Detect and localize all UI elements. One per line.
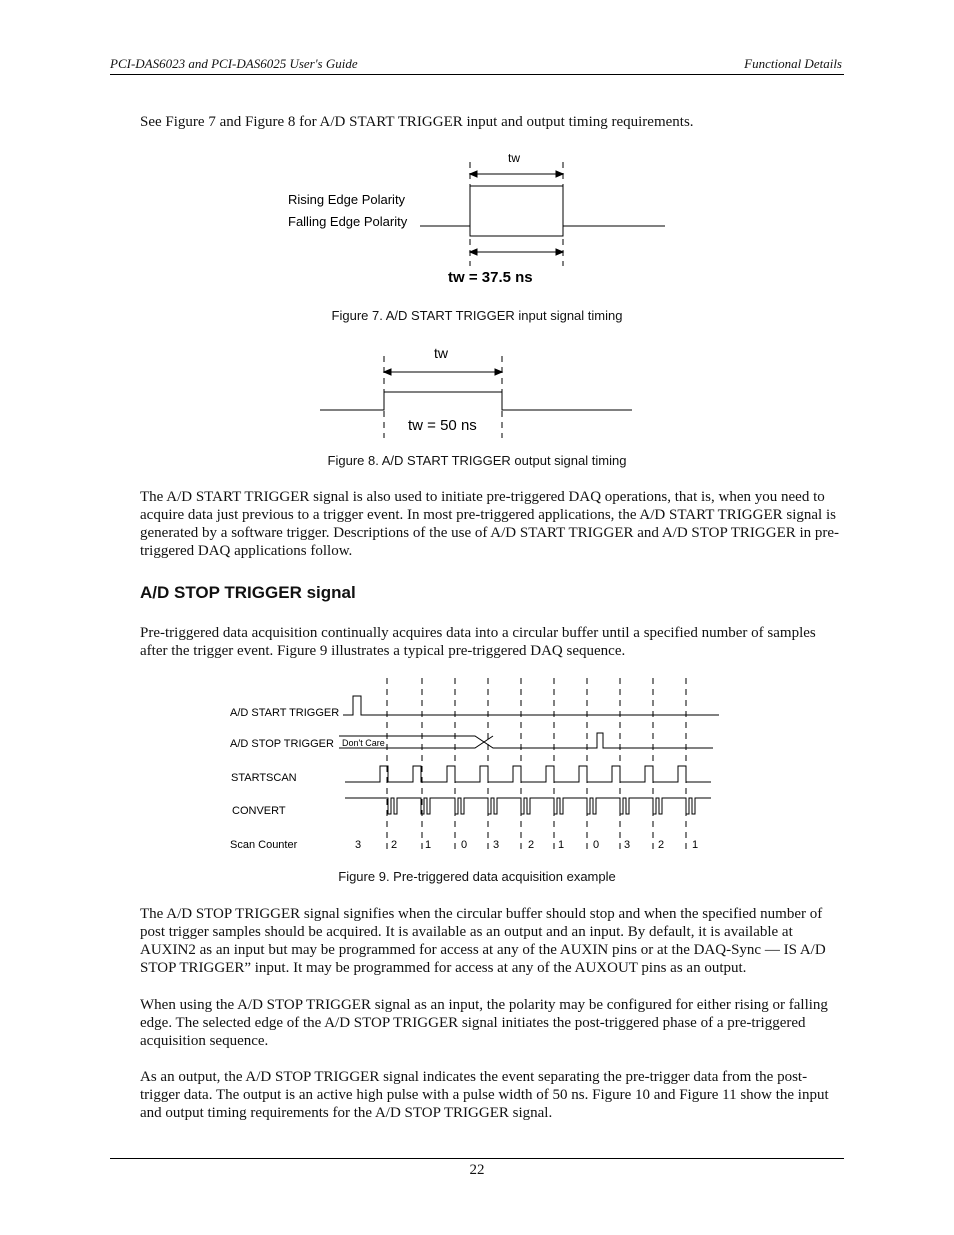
header-doc-title: PCI-DAS6023 and PCI-DAS6025 User's Guide	[110, 56, 358, 71]
fig9-counter-value: 0	[593, 839, 600, 851]
figure-8-diagram	[310, 340, 650, 440]
fig9-counter-value: 3	[624, 839, 631, 851]
fig9-counter-value: 1	[558, 839, 565, 851]
fig9-dont-care: Don't Care	[342, 738, 385, 748]
fig9-label-convert: CONVERT	[232, 805, 286, 817]
page-header	[110, 56, 844, 75]
fig9-label-stop-trigger: A/D STOP TRIGGER	[230, 738, 334, 750]
paragraph-pretriggered-acquisition: Pre-triggered data acquisition continually acquires data into a circular buffer until a specified number of samples after the trigger event. Figure 9 illustrates a typical pre-triggered DAQ sequence.	[140, 625, 816, 659]
fig9-convert-wave	[345, 798, 711, 814]
fig9-counter-value: 2	[391, 839, 398, 851]
fig7-formula: tw = 37.5 ns	[448, 269, 533, 286]
fig9-label-start-trigger: A/D START TRIGGER	[230, 707, 340, 719]
section-heading: A/D STOP TRIGGER signal	[140, 583, 356, 602]
figure-9-caption: Figure 9. Pre-triggered data acquisition example	[338, 869, 616, 884]
fig9-counter-value: 2	[658, 839, 665, 851]
fig8-formula: tw = 50 ns	[408, 417, 477, 434]
fig7-rising-label: Rising Edge Polarity	[288, 192, 406, 207]
fig9-counter-value: 0	[461, 839, 468, 851]
fig8-tw-label: tw	[434, 345, 448, 361]
fig8-wave	[320, 392, 632, 410]
page-number: 22	[469, 1162, 485, 1178]
fig7-falling-wave	[470, 226, 563, 236]
header-section-title: Functional Details	[744, 56, 842, 71]
fig9-counter-value: 3	[355, 839, 362, 851]
figure-8-caption: Figure 8. A/D START TRIGGER output signal timing	[327, 453, 627, 468]
fig9-counter-value: 3	[493, 839, 500, 851]
footer-rule	[110, 1158, 844, 1159]
paragraph-stop-trigger-description: The A/D STOP TRIGGER signal signifies when the circular buffer should stop and when the specified number of post trigger samples should be acquired. It is available as an output and an input. By default, it is available at AUXIN2 as an input but may be programmed for access at any of the AUXIN pins or at the DAQ-Sync — IS A/D STOP TRIGGER” input. It may be programmed for access at any of the AUXOUT pins as an output.	[140, 906, 826, 976]
figure-7-diagram	[280, 148, 680, 290]
paragraph-stop-trigger-output: As an output, the A/D STOP TRIGGER signal indicates the event separating the pre-trigger data from the post-trigger data. The output is an active high pulse with a pulse width of 50 ns. Figure 10 and Figure 11 show the input and output timing requirements for the A/D STOP TRIGGER signal.	[140, 1069, 829, 1121]
paragraph-stop-trigger-input: When using the A/D STOP TRIGGER signal as an input, the polarity may be configured for either rising or falling edge. The selected edge of the A/D STOP TRIGGER signal initiates the post-triggered phase of a pre-triggered acquisition sequence.	[140, 997, 828, 1049]
fig7-tw-label: tw	[508, 151, 520, 165]
figure-7-caption: Figure 7. A/D START TRIGGER input signal timing	[331, 308, 623, 323]
fig9-counter-value: 2	[528, 839, 535, 851]
fig9-startscan-wave	[345, 766, 711, 782]
fig9-label-scan-counter: Scan Counter	[230, 839, 298, 851]
paragraph-pretrigger-intro: The A/D START TRIGGER signal is also used to initiate pre-triggered DAQ operations, that is, when you need to acquire data just previous to a trigger event. In most pre-triggered applications, the A/D START TRIGGER signal is generated by a software trigger. Descriptions of the use of A/D START TRIGGER and A/D STOP TRIGGER in pre-triggered DAQ applications follow.	[140, 489, 840, 559]
figure-9-diagram	[225, 674, 725, 860]
fig9-start-trigger-wave	[343, 696, 719, 715]
fig7-falling-label: Falling Edge Polarity	[288, 214, 408, 229]
intro-paragraph: See Figure 7 and Figure 8 for A/D START TRIGGER input and output timing requirements.	[140, 114, 694, 130]
fig9-counter-value: 1	[692, 839, 699, 851]
fig9-label-startscan: STARTSCAN	[231, 772, 297, 784]
fig9-counter-value: 1	[425, 839, 432, 851]
fig7-rising-wave	[420, 186, 665, 226]
fig9-stop-trigger-wave	[339, 733, 713, 748]
